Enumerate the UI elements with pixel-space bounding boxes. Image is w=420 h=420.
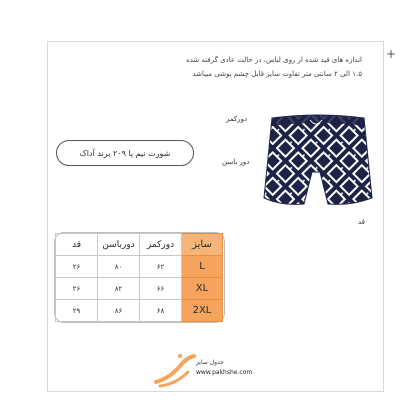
cell-waist: ۶۸	[140, 300, 182, 322]
cell-length: ۲۶	[56, 256, 98, 278]
brand-name: جدول سایز	[196, 359, 224, 366]
waist-label: دورکمر	[226, 115, 248, 123]
cell-size: 2XL	[182, 300, 223, 322]
shorts-image	[260, 110, 376, 222]
length-label: قد	[358, 218, 366, 226]
table-row	[56, 300, 223, 322]
cell-waist: ۶۲	[140, 256, 182, 278]
table-row	[56, 256, 223, 278]
product-title-box	[56, 140, 194, 166]
header-length: قد	[56, 234, 98, 256]
cell-size: L	[182, 256, 223, 278]
size-table	[55, 233, 223, 322]
header-size: سایز	[182, 234, 223, 256]
hip-label: دور باسن	[222, 158, 250, 166]
header-hip: دورباسن	[98, 234, 140, 256]
cell-length: ۲۹	[56, 300, 98, 322]
product-title: شورت نیم پا ۲۰۹ برند آداک	[79, 148, 171, 158]
header-waist: دورکمر	[140, 234, 182, 256]
note-line-2: ۱.۵ الی ۲ سانتی متر تفاوت سایز قابل چشم پوشی میباشد	[192, 70, 362, 78]
cell-size: XL	[182, 278, 223, 300]
cell-waist: ۶۶	[140, 278, 182, 300]
cell-length: ۲۶	[56, 278, 98, 300]
table-row	[56, 278, 223, 300]
note-line-1: اندازه های قید شده از روی لباس، در حالت عادی گرفته شده	[186, 56, 362, 64]
plus-icon: +	[386, 47, 397, 61]
brand-url[interactable]: www.pakhshe.com	[196, 369, 253, 376]
cell-hip: ۸۶	[98, 300, 140, 322]
cell-hip: ۸۲	[98, 278, 140, 300]
brand-logo-icon	[150, 348, 220, 388]
cell-hip: ۸۰	[98, 256, 140, 278]
